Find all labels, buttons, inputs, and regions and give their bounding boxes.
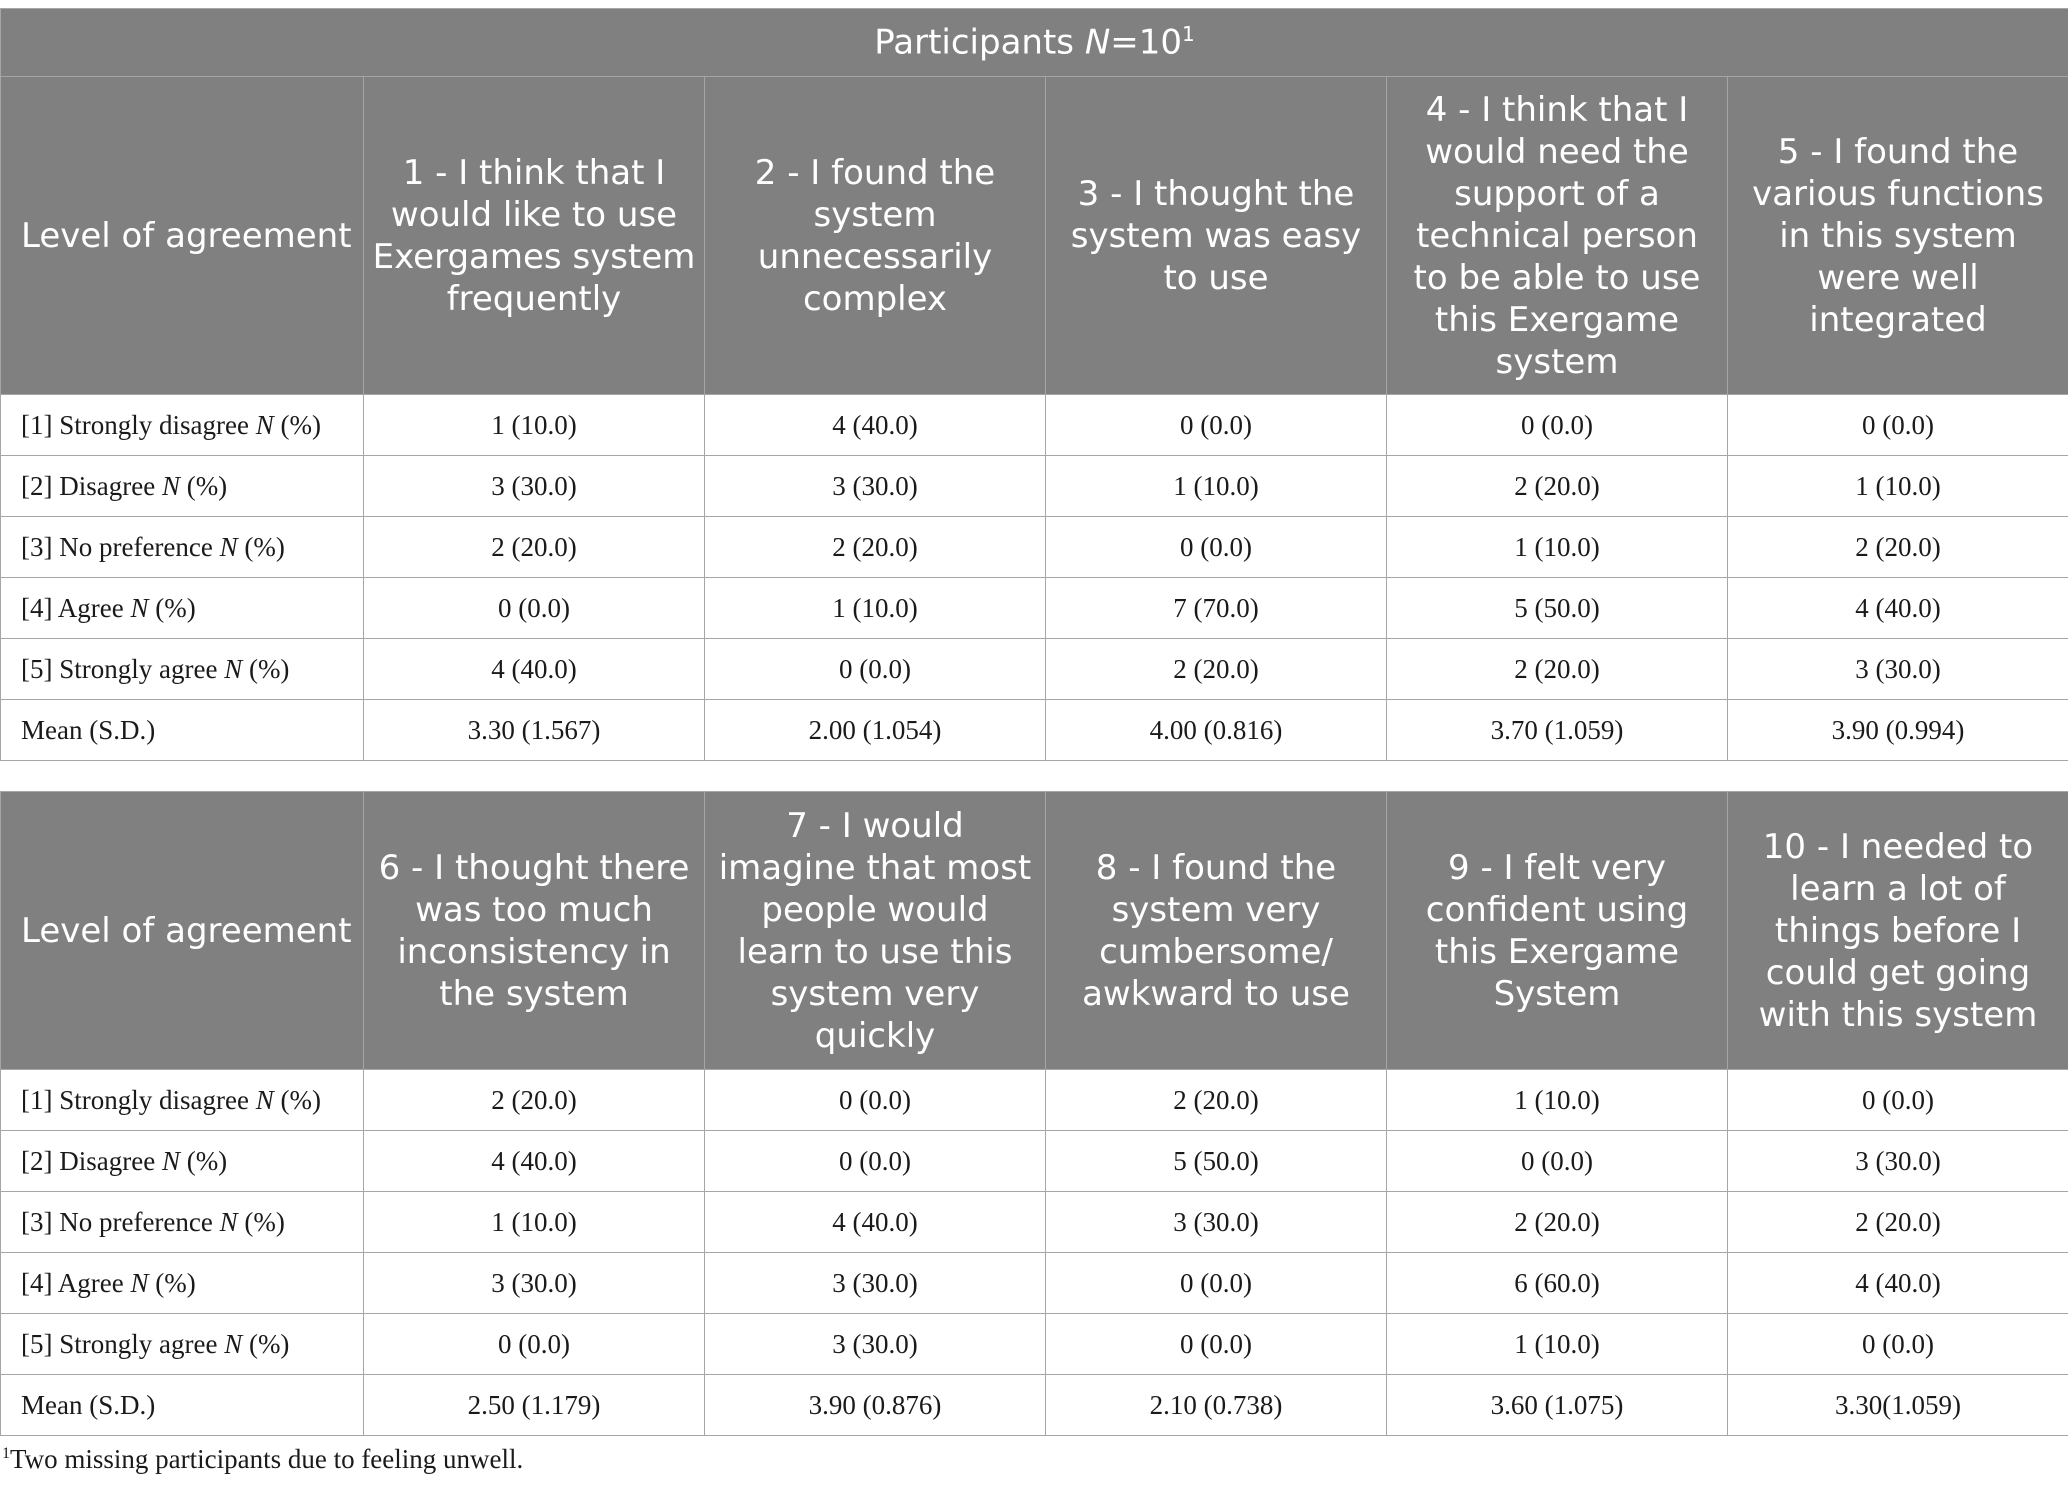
row-label-part: (%) xyxy=(148,1267,196,1298)
table-cell: 2 (20.0) xyxy=(1046,1070,1387,1131)
table-cell: 4 (40.0) xyxy=(705,1192,1046,1253)
row-label-part: (%) xyxy=(273,1084,321,1115)
row-label xyxy=(1,700,364,761)
row-label-part: [1] Strongly disagree xyxy=(21,1084,256,1115)
row-label-part: N xyxy=(219,531,238,562)
row-label-part: [1] Strongly disagree xyxy=(21,409,256,440)
table-cell: 0 (0.0) xyxy=(1728,1070,2068,1131)
table-row xyxy=(1,1253,2068,1314)
table-cell: 3.90 (0.876) xyxy=(705,1375,1046,1436)
row-label-part: Mean (S.D.) xyxy=(21,714,156,745)
footnote-text: Two missing participants due to feeling unwell. xyxy=(10,1444,524,1474)
row-label xyxy=(1,1253,364,1314)
question-header-row xyxy=(1,792,2068,1070)
level-of-agreement-header: Level of agreement xyxy=(1,77,364,395)
table-cell: 0 (0.0) xyxy=(705,1131,1046,1192)
table-cell: 2 (20.0) xyxy=(1728,1192,2068,1253)
table-cell: 2 (20.0) xyxy=(1728,517,2068,578)
question-header: 6 - I thought there was too much inconsistency in the system xyxy=(364,792,705,1070)
row-label-part: (%) xyxy=(242,653,290,684)
table-cell: 3 (30.0) xyxy=(705,456,1046,517)
table-cell: 1 (10.0) xyxy=(364,1192,705,1253)
table-cell: 2 (20.0) xyxy=(705,517,1046,578)
row-label-part: N xyxy=(130,592,149,623)
table-row xyxy=(1,1070,2068,1131)
row-label-part: N xyxy=(161,470,180,501)
row-label-part: N xyxy=(255,409,274,440)
row-label-part: N xyxy=(224,1328,243,1359)
table-cell: 0 (0.0) xyxy=(1046,517,1387,578)
table-cell: 4 (40.0) xyxy=(1728,1253,2068,1314)
question-header-row xyxy=(1,77,2068,395)
table-cell: 2.50 (1.179) xyxy=(364,1375,705,1436)
table-cell: 3.60 (1.075) xyxy=(1387,1375,1728,1436)
table-cell: 3.90 (0.994) xyxy=(1728,700,2068,761)
banner-prefix: Participants xyxy=(874,22,1085,63)
row-label-part: (%) xyxy=(237,1206,285,1237)
banner-n-value: =10 xyxy=(1110,22,1183,63)
row-label-part: (%) xyxy=(237,531,285,562)
row-label-part: [2] Disagree xyxy=(21,1145,162,1176)
table-row xyxy=(1,700,2068,761)
table-cell: 3 (30.0) xyxy=(1728,639,2068,700)
row-label-part: [5] Strongly agree xyxy=(21,653,225,684)
sus-results-document xyxy=(0,8,2068,1475)
table-cell: 3 (30.0) xyxy=(705,1314,1046,1375)
table-cell: 3 (30.0) xyxy=(364,1253,705,1314)
row-label xyxy=(1,578,364,639)
table-cell: 1 (10.0) xyxy=(1387,1070,1728,1131)
sus-table-questions-1-5 xyxy=(0,8,2068,761)
participants-banner xyxy=(1,9,2068,77)
table-row xyxy=(1,395,2068,456)
question-header: 3 - I thought the system was easy to use xyxy=(1046,77,1387,395)
question-header: 7 - I would imagine that most people would learn to use this system very quickly xyxy=(705,792,1046,1070)
table-cell: 1 (10.0) xyxy=(1046,456,1387,517)
row-label-part: N xyxy=(224,653,243,684)
table-cell: 1 (10.0) xyxy=(1387,1314,1728,1375)
row-label xyxy=(1,1131,364,1192)
table-cell: 3 (30.0) xyxy=(1046,1192,1387,1253)
row-label-part: N xyxy=(130,1267,149,1298)
table-row xyxy=(1,1314,2068,1375)
table-cell: 0 (0.0) xyxy=(1387,395,1728,456)
row-label xyxy=(1,1375,364,1436)
table-cell: 4 (40.0) xyxy=(364,639,705,700)
table-cell: 1 (10.0) xyxy=(364,395,705,456)
question-header: 1 - I think that I would like to use Exergames system frequently xyxy=(364,77,705,395)
level-of-agreement-header: Level of agreement xyxy=(1,792,364,1070)
table-cell: 3 (30.0) xyxy=(364,456,705,517)
question-header: 5 - I found the various functions in this system were well integrated xyxy=(1728,77,2068,395)
question-header: 10 - I needed to learn a lot of things before I could get going with this system xyxy=(1728,792,2068,1070)
row-label-part: (%) xyxy=(179,1145,228,1176)
row-label xyxy=(1,395,364,456)
table-cell: 3.30 (1.567) xyxy=(364,700,705,761)
table-row xyxy=(1,1375,2068,1436)
table-cell: 4 (40.0) xyxy=(364,1131,705,1192)
row-label-part: (%) xyxy=(179,470,228,501)
table-cell: 3 (30.0) xyxy=(705,1253,1046,1314)
table-cell: 5 (50.0) xyxy=(1046,1131,1387,1192)
table-cell: 3 (30.0) xyxy=(1728,1131,2068,1192)
table-row xyxy=(1,1131,2068,1192)
table-row xyxy=(1,578,2068,639)
table-row xyxy=(1,456,2068,517)
row-label xyxy=(1,1070,364,1131)
table-cell: 2 (20.0) xyxy=(1046,639,1387,700)
table-cell: 1 (10.0) xyxy=(705,578,1046,639)
question-header: 2 - I found the system unnecessarily complex xyxy=(705,77,1046,395)
table-cell: 7 (70.0) xyxy=(1046,578,1387,639)
table-cell: 2 (20.0) xyxy=(1387,639,1728,700)
table-cell: 2.10 (0.738) xyxy=(1046,1375,1387,1436)
row-label-part: N xyxy=(219,1206,238,1237)
row-label xyxy=(1,639,364,700)
row-label xyxy=(1,1314,364,1375)
question-header: 4 - I think that I would need the support of a technical person to be able to use this Exergame system xyxy=(1387,77,1728,395)
row-label xyxy=(1,517,364,578)
table-cell: 0 (0.0) xyxy=(1046,1314,1387,1375)
table-cell: 0 (0.0) xyxy=(364,1314,705,1375)
table-cell: 2 (20.0) xyxy=(1387,1192,1728,1253)
table-cell: 0 (0.0) xyxy=(705,1070,1046,1131)
table-cell: 2 (20.0) xyxy=(364,517,705,578)
question-header: 8 - I found the system very cumbersome/ awkward to use xyxy=(1046,792,1387,1070)
table-cell: 2 (20.0) xyxy=(1387,456,1728,517)
footnote xyxy=(0,1444,2068,1475)
row-label-part: [2] Disagree xyxy=(21,470,162,501)
table-cell: 0 (0.0) xyxy=(364,578,705,639)
sus-table-questions-6-10 xyxy=(0,791,2068,1436)
table-cell: 4 (40.0) xyxy=(1728,578,2068,639)
table-cell: 2.00 (1.054) xyxy=(705,700,1046,761)
row-label-part: N xyxy=(161,1145,180,1176)
table-cell: 3.30(1.059) xyxy=(1728,1375,2068,1436)
row-label-part: [4] Agree xyxy=(21,592,131,623)
table-cell: 0 (0.0) xyxy=(1387,1131,1728,1192)
table-cell: 0 (0.0) xyxy=(705,639,1046,700)
table-cell: 1 (10.0) xyxy=(1728,456,2068,517)
footnote-mark: 1 xyxy=(2,1445,10,1462)
table-cell: 1 (10.0) xyxy=(1387,517,1728,578)
row-label-part: (%) xyxy=(273,409,321,440)
table-cell: 0 (0.0) xyxy=(1728,1314,2068,1375)
row-label-part: [4] Agree xyxy=(21,1267,131,1298)
row-label xyxy=(1,456,364,517)
table-cell: 0 (0.0) xyxy=(1046,395,1387,456)
row-label-part: [5] Strongly agree xyxy=(21,1328,225,1359)
table-cell: 4.00 (0.816) xyxy=(1046,700,1387,761)
table-cell: 3.70 (1.059) xyxy=(1387,700,1728,761)
row-label-part: N xyxy=(255,1084,274,1115)
row-label-part: [3] No preference xyxy=(21,531,220,562)
participants-banner-row xyxy=(1,9,2068,77)
row-label-part: (%) xyxy=(242,1328,290,1359)
table-cell: 2 (20.0) xyxy=(364,1070,705,1131)
question-header: 9 - I felt very confident using this Exergame System xyxy=(1387,792,1728,1070)
banner-n-symbol: N xyxy=(1084,22,1111,63)
row-label-part: Mean (S.D.) xyxy=(21,1389,156,1420)
row-label-part: (%) xyxy=(148,592,196,623)
table-row xyxy=(1,639,2068,700)
banner-footnote-mark: 1 xyxy=(1182,22,1195,47)
table-cell: 0 (0.0) xyxy=(1728,395,2068,456)
table-cell: 5 (50.0) xyxy=(1387,578,1728,639)
table-row xyxy=(1,1192,2068,1253)
table-cell: 0 (0.0) xyxy=(1046,1253,1387,1314)
table-spacer xyxy=(0,761,2068,791)
row-label xyxy=(1,1192,364,1253)
table-cell: 4 (40.0) xyxy=(705,395,1046,456)
table-cell: 6 (60.0) xyxy=(1387,1253,1728,1314)
row-label-part: [3] No preference xyxy=(21,1206,220,1237)
table-row xyxy=(1,517,2068,578)
